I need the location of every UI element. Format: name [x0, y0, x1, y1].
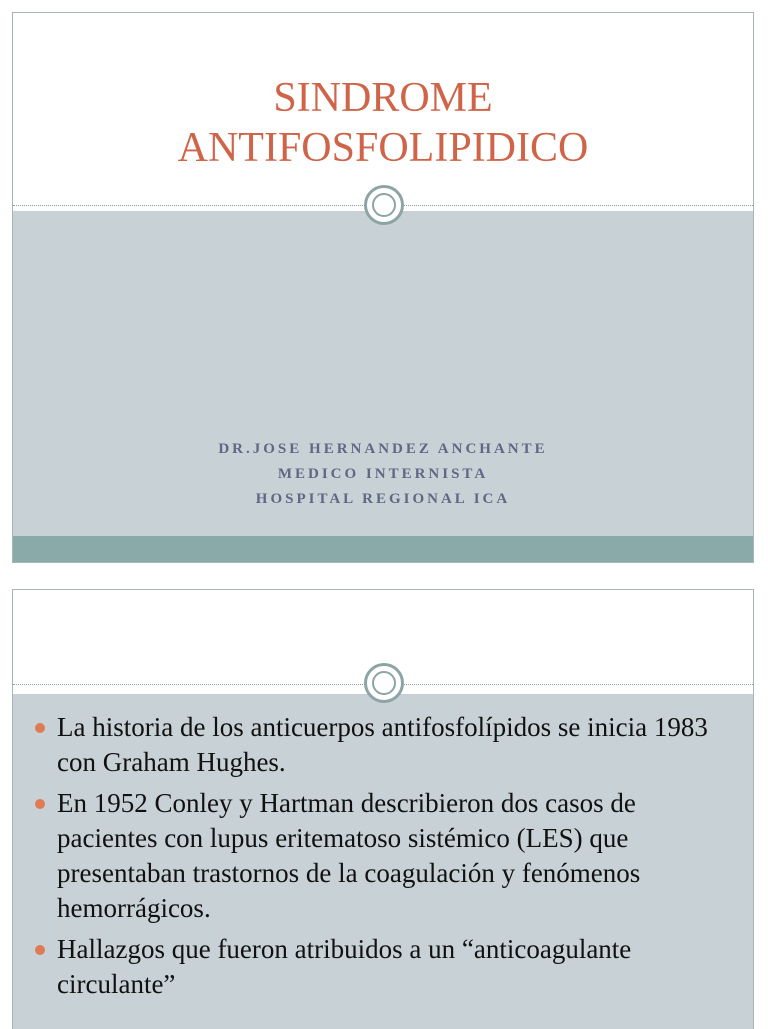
bullet-text: Hallazgos que fueron atribuidos a un “anticoagulante circulante”	[57, 934, 632, 999]
ring-icon	[364, 185, 404, 225]
list-item	[35, 932, 733, 1002]
bullet-dot-icon	[35, 723, 45, 733]
bullet-text: En 1952 Conley y Hartman describieron dos casos de pacientes con lupus eritematoso sistémico (LES) que presentaban trastornos de la coagulación y fenómenos hemorrágicos.	[57, 788, 641, 923]
bullet-list	[35, 710, 733, 1008]
slide-1-body-area	[13, 211, 753, 536]
slide-1-title	[12, 12, 754, 563]
bullet-text: La historia de los anticuerpos antifosfolípidos se inicia 1983 con Graham Hughes.	[57, 712, 708, 777]
ring-icon	[364, 663, 404, 703]
list-item	[35, 710, 733, 780]
bullet-dot-icon	[35, 799, 45, 809]
author-institution: HOSPITAL REGIONAL ICA	[255, 491, 511, 507]
author-name: DR.JOSE HERNANDEZ ANCHANTE	[218, 441, 548, 457]
bullet-dot-icon	[35, 945, 45, 955]
author-role: MEDICO INTERNISTA	[277, 466, 489, 482]
slide-title-line-2: ANTIFOSFOLIPIDICO	[177, 125, 589, 171]
slide-title-line-1: SINDROME	[273, 75, 493, 121]
slide-title	[13, 73, 753, 173]
author-block	[13, 437, 753, 512]
footer-bar	[13, 536, 753, 562]
list-item	[35, 786, 733, 926]
slide-2-content	[12, 589, 754, 1029]
slide-2-body-area	[13, 694, 753, 1029]
slide-1-header-area	[13, 13, 753, 211]
